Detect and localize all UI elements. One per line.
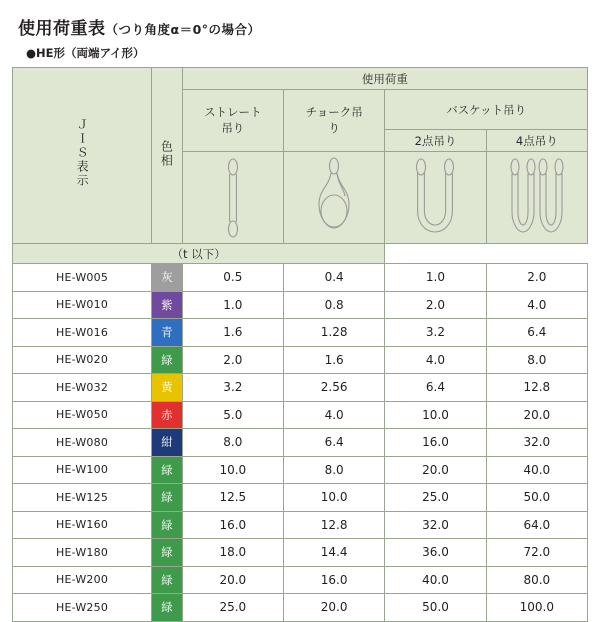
cell-choke-value: 0.8	[283, 291, 384, 319]
table-row	[13, 374, 588, 402]
cell-basket4-value: 100.0	[486, 594, 587, 622]
table-header	[13, 68, 588, 264]
cell-color-swatch: 青	[152, 319, 183, 347]
cell-color-swatch: 緑	[152, 594, 183, 622]
cell-jis-code: HE-W100	[13, 456, 152, 484]
basket-sling-4point-icon	[486, 152, 587, 244]
cell-color-swatch: 紫	[152, 291, 183, 319]
cell-basket2-value: 20.0	[385, 456, 486, 484]
cell-color-swatch: 緑	[152, 511, 183, 539]
cell-choke-value: 8.0	[283, 456, 384, 484]
cell-choke-value: 1.6	[283, 346, 384, 374]
cell-color-swatch: 緑	[152, 566, 183, 594]
cell-basket2-value: 4.0	[385, 346, 486, 374]
cell-choke-value: 16.0	[283, 566, 384, 594]
cell-straight-value: 25.0	[182, 594, 283, 622]
cell-jis-code: HE-W160	[13, 511, 152, 539]
cell-straight-value: 12.5	[182, 484, 283, 512]
cell-color-swatch: 赤	[152, 401, 183, 429]
cell-straight-value: 3.2	[182, 374, 283, 402]
cell-color-swatch: 黄	[152, 374, 183, 402]
cell-basket2-value: 50.0	[385, 594, 486, 622]
cell-jis-code: HE-W250	[13, 594, 152, 622]
straight-sling-icon-svg	[213, 156, 253, 240]
table-row	[13, 594, 588, 622]
cell-color-swatch: 緑	[152, 456, 183, 484]
cell-straight-value: 1.0	[182, 291, 283, 319]
cell-choke-value: 14.4	[283, 539, 384, 567]
cell-choke-value: 1.28	[283, 319, 384, 347]
cell-basket4-value: 40.0	[486, 456, 587, 484]
cell-straight-value: 8.0	[182, 429, 283, 457]
load-table	[12, 67, 588, 622]
cell-basket2-value: 6.4	[385, 374, 486, 402]
cell-jis-code: HE-W020	[13, 346, 152, 374]
header-color: 色相	[152, 68, 183, 244]
cell-basket4-value: 4.0	[486, 291, 587, 319]
cell-straight-value: 20.0	[182, 566, 283, 594]
table-row	[13, 429, 588, 457]
table-body	[13, 264, 588, 622]
cell-choke-value: 2.56	[283, 374, 384, 402]
table-row	[13, 291, 588, 319]
cell-basket2-value: 36.0	[385, 539, 486, 567]
page-subtitle: ●HE形（両端アイ形）	[26, 46, 145, 60]
cell-straight-value: 10.0	[182, 456, 283, 484]
cell-color-swatch: 緑	[152, 484, 183, 512]
cell-color-swatch: 灰	[152, 264, 183, 292]
cell-straight-value: 2.0	[182, 346, 283, 374]
basket-sling-2point-icon-svg	[408, 156, 462, 240]
cell-basket2-value: 10.0	[385, 401, 486, 429]
cell-basket4-value: 80.0	[486, 566, 587, 594]
cell-straight-value: 18.0	[182, 539, 283, 567]
cell-choke-value: 12.8	[283, 511, 384, 539]
cell-color-swatch: 紺	[152, 429, 183, 457]
cell-choke-value: 6.4	[283, 429, 384, 457]
cell-basket4-value: 32.0	[486, 429, 587, 457]
cell-jis-code: HE-W050	[13, 401, 152, 429]
cell-basket2-value: 32.0	[385, 511, 486, 539]
straight-sling-icon	[182, 152, 283, 244]
header-choke: チョーク吊り	[283, 90, 384, 152]
cell-basket4-value: 50.0	[486, 484, 587, 512]
table-row	[13, 346, 588, 374]
cell-straight-value: 16.0	[182, 511, 283, 539]
page-title-note: （つり角度α＝0°の場合）	[105, 22, 261, 37]
cell-basket4-value: 12.8	[486, 374, 587, 402]
table-row	[13, 566, 588, 594]
cell-color-swatch: 緑	[152, 539, 183, 567]
header-jis: ＪＩＳ表示	[13, 68, 152, 244]
cell-straight-value: 0.5	[182, 264, 283, 292]
cell-basket2-value: 1.0	[385, 264, 486, 292]
cell-basket2-value: 25.0	[385, 484, 486, 512]
table-row	[13, 401, 588, 429]
cell-choke-value: 0.4	[283, 264, 384, 292]
cell-basket4-value: 8.0	[486, 346, 587, 374]
cell-basket4-value: 20.0	[486, 401, 587, 429]
cell-basket2-value: 16.0	[385, 429, 486, 457]
cell-basket4-value: 6.4	[486, 319, 587, 347]
cell-color-swatch: 緑	[152, 346, 183, 374]
cell-jis-code: HE-W010	[13, 291, 152, 319]
choke-sling-icon	[283, 152, 384, 244]
page-title-main: 使用荷重表	[18, 19, 106, 39]
choke-sling-icon-svg	[307, 156, 361, 240]
cell-jis-code: HE-W032	[13, 374, 152, 402]
cell-straight-value: 1.6	[182, 319, 283, 347]
basket-sling-4point-icon-svg	[506, 156, 568, 240]
cell-jis-code: HE-W180	[13, 539, 152, 567]
table-row	[13, 539, 588, 567]
header-basket-2point: 2点吊り	[385, 130, 486, 152]
basket-sling-2point-icon	[385, 152, 486, 244]
cell-basket2-value: 2.0	[385, 291, 486, 319]
table-row	[13, 319, 588, 347]
cell-choke-value: 10.0	[283, 484, 384, 512]
header-basket: バスケット吊り	[385, 90, 588, 130]
cell-jis-code: HE-W005	[13, 264, 152, 292]
cell-jis-code: HE-W080	[13, 429, 152, 457]
cell-basket2-value: 3.2	[385, 319, 486, 347]
cell-jis-code: HE-W016	[13, 319, 152, 347]
cell-basket2-value: 40.0	[385, 566, 486, 594]
cell-jis-code: HE-W200	[13, 566, 152, 594]
cell-basket4-value: 64.0	[486, 511, 587, 539]
cell-choke-value: 4.0	[283, 401, 384, 429]
table-row	[13, 456, 588, 484]
header-basket-4point: 4点吊り	[486, 130, 587, 152]
cell-choke-value: 20.0	[283, 594, 384, 622]
cell-straight-value: 5.0	[182, 401, 283, 429]
header-straight: ストレート吊り	[182, 90, 283, 152]
cell-jis-code: HE-W125	[13, 484, 152, 512]
cell-basket4-value: 2.0	[486, 264, 587, 292]
header-unit: （t 以下）	[13, 244, 385, 264]
page-title	[18, 14, 588, 39]
table-row	[13, 264, 588, 292]
cell-basket4-value: 72.0	[486, 539, 587, 567]
table-row	[13, 484, 588, 512]
header-use-load: 使用荷重	[182, 68, 587, 90]
table-row	[13, 511, 588, 539]
